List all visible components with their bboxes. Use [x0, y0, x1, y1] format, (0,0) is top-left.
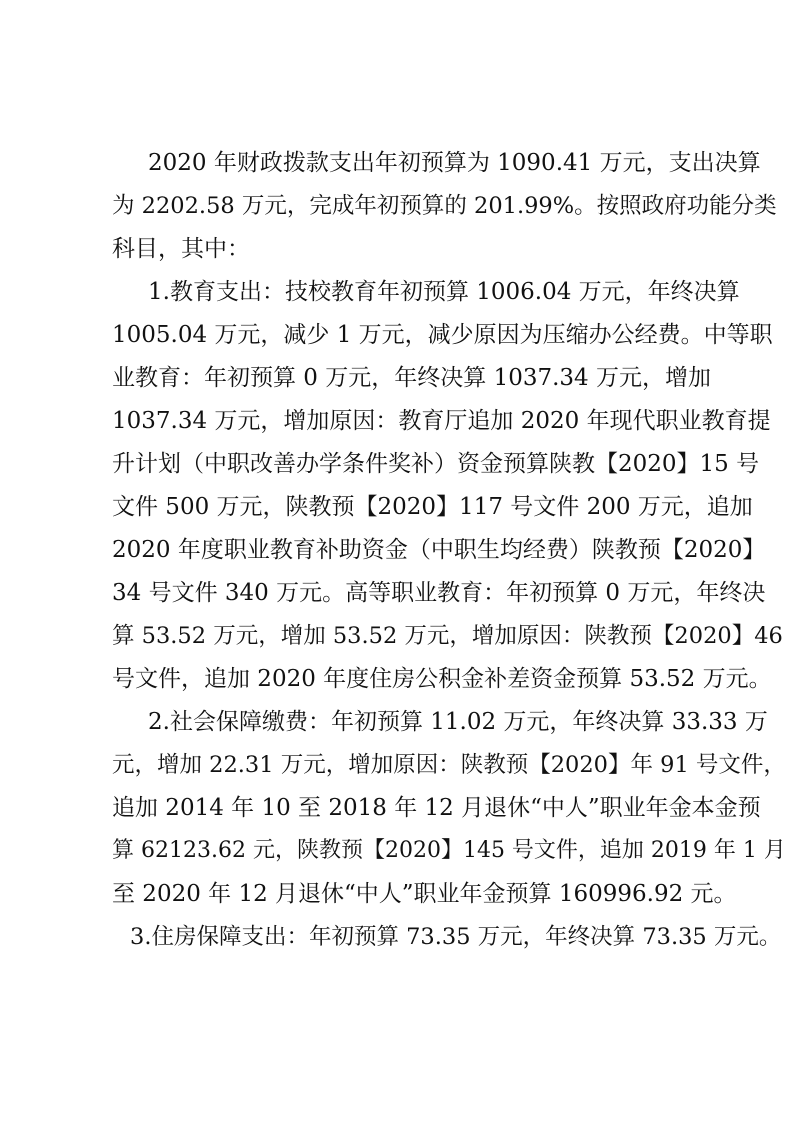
paragraph-1-line-3: 科目，其中： — [112, 236, 250, 262]
paragraph-2-line-3: 业教育：年初预算 0 万元，年终决算 1037.34 万元，增加 — [112, 365, 711, 391]
paragraph-3-line-1: 2.社会保障缴费：年初预算 11.02 万元，年终决算 33.33 万 — [148, 709, 768, 735]
paragraph-2-line-2: 1005.04 万元，减少 1 万元，减少原因为压缩办公经费。中等职 — [112, 322, 773, 348]
paragraph-2-line-5: 升计划（中职改善办学条件奖补）资金预算陕教【2020】15 号 — [112, 451, 760, 477]
paragraph-2-line-7: 2020 年度职业教育补助资金（中职生均经费）陕教预【2020】 — [112, 537, 766, 563]
paragraph-3-line-2: 元，增加 22.31 万元，增加原因：陕教预【2020】年 91 号文件， — [112, 752, 786, 778]
paragraph-2-line-8: 34 号文件 340 万元。高等职业教育：年初预算 0 万元，年终决 — [112, 580, 766, 606]
paragraph-3-line-3: 追加 2014 年 10 至 2018 年 12 月退休“中人”职业年金本金预 — [112, 795, 761, 821]
paragraph-4-line-1: 3.住房保障支出：年初预算 73.35 万元，年终决算 73.35 万元。 — [130, 924, 782, 950]
paragraph-2-line-9: 算 53.52 万元，增加 53.52 万元，增加原因：陕教预【2020】46 — [112, 623, 783, 649]
paragraph-2-line-1: 1.教育支出：技校教育年初预算 1006.04 万元，年终决算 — [148, 279, 740, 305]
paragraph-1-line-2: 为 2202.58 万元，完成年初预算的 201.99%。按照政府功能分类 — [112, 193, 777, 219]
paragraph-3-line-5: 至 2020 年 12 月退休“中人”职业年金预算 160996.92 元。 — [112, 881, 737, 907]
paragraph-2-line-10: 号文件，追加 2020 年度住房公积金补差资金预算 53.52 万元。 — [112, 666, 772, 692]
paragraph-2-line-6: 文件 500 万元，陕教预【2020】117 号文件 200 万元，追加 — [112, 494, 753, 520]
paragraph-3-line-4: 算 62123.62 元，陕教预【2020】145 号文件，追加 2019 年 1 月 — [112, 838, 786, 863]
paragraph-2-line-4: 1037.34 万元，增加原因：教育厅追加 2020 年现代职业教育提 — [112, 408, 771, 434]
paragraph-1-line-1: 2020 年财政拨款支出年初预算为 1090.41 万元，支出决算 — [148, 150, 761, 176]
